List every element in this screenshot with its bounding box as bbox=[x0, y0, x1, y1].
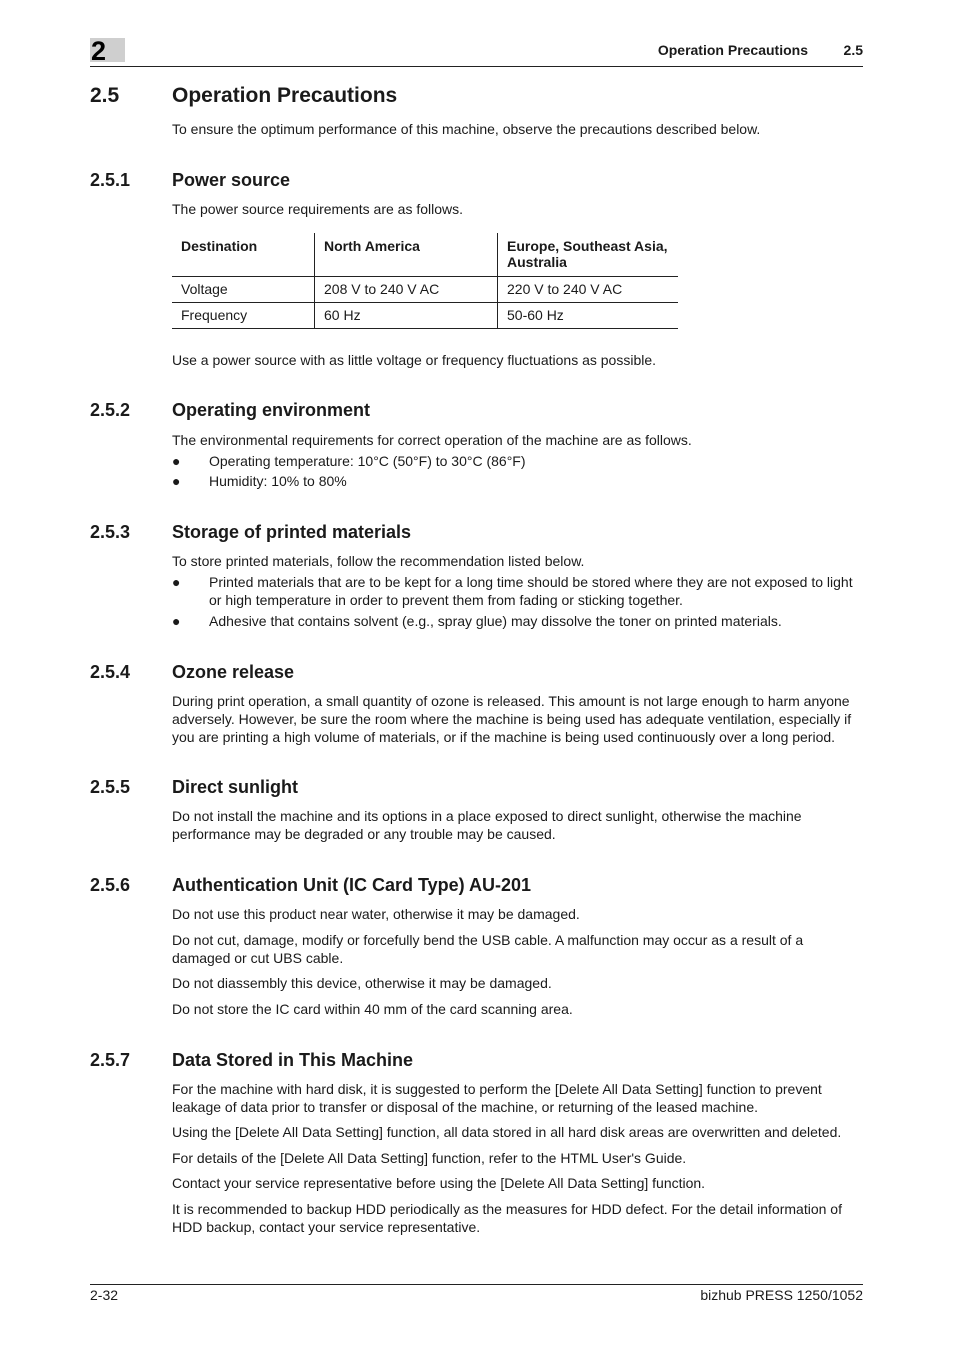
section-title: Operation Precautions bbox=[172, 84, 398, 107]
chapter-number: 2 bbox=[91, 36, 107, 66]
subsection-title: Power source bbox=[172, 170, 291, 190]
data-paragraph: For details of the [Delete All Data Setting] function, refer to the HTML User's Guide. bbox=[172, 1150, 687, 1166]
table-cell: Voltage bbox=[172, 277, 315, 303]
bullet-icon: ● bbox=[172, 613, 181, 629]
power-intro: The power source requirements are as follows. bbox=[172, 201, 464, 217]
section-number: 2.5 bbox=[90, 84, 120, 107]
bullet-icon: ● bbox=[172, 473, 181, 489]
sunlight-paragraph: Do not install the machine and its options in a place exposed to direct sunlight, otherwise the machine performance may be degraded or any trouble may be caused. bbox=[172, 808, 802, 842]
subsection-number: 2.5.6 bbox=[90, 875, 131, 895]
subsection-title: Storage of printed materials bbox=[172, 522, 412, 542]
table-header-cell: Destination bbox=[172, 233, 315, 277]
list-item-text: Printed materials that are to be kept for a long time should be stored where they are not exposed to light or high temperature in order to prevent them from fading or sticking together. bbox=[209, 574, 853, 608]
header-title: Operation Precautions bbox=[657, 42, 808, 58]
subsection-number: 2.5.7 bbox=[90, 1050, 131, 1070]
subsection-number: 2.5.4 bbox=[90, 662, 131, 682]
subsection-title: Ozone release bbox=[172, 662, 295, 682]
data-paragraph: Contact your service representative before using the [Delete All Data Setting] function. bbox=[172, 1175, 706, 1191]
table-header-cell: Europe, Southeast Asia, Australia bbox=[498, 233, 679, 277]
power-note: Use a power source with as little voltage or frequency fluctuations as possible. bbox=[172, 352, 657, 368]
subsection-heading-storage bbox=[90, 522, 411, 543]
power-source-table bbox=[172, 233, 678, 329]
page-number: 2-32 bbox=[90, 1287, 119, 1303]
subsection-heading-ozone bbox=[90, 662, 294, 683]
ozone-paragraph: During print operation, a small quantity of ozone is released. This amount is not large enough to harm anyone adversely. However, be sure the room where the machine is being used has adequate ventilation, especially if you are printing a high volume of materials, or if the machine is being used continuously over a long period. bbox=[172, 693, 852, 745]
subsection-title: Operating environment bbox=[172, 400, 371, 420]
table-cell: Frequency bbox=[172, 303, 315, 329]
subsection-title: Data Stored in This Machine bbox=[172, 1050, 414, 1070]
subsection-heading-data-stored bbox=[90, 1050, 413, 1071]
subsection-number: 2.5.5 bbox=[90, 777, 131, 797]
bullet-icon: ● bbox=[172, 453, 181, 469]
subsection-title: Authentication Unit (IC Card Type) AU-201 bbox=[172, 875, 532, 895]
data-paragraph: For the machine with hard disk, it is suggested to perform the [Delete All Data Setting] function to prevent leakage of data prior to transfer or disposal of the machine, or returning of the leased machine. bbox=[172, 1081, 822, 1115]
list-item-text: Humidity: 10% to 80% bbox=[209, 473, 347, 489]
subsection-heading-operating-environment bbox=[90, 400, 370, 421]
table-row bbox=[172, 277, 678, 303]
table-header-row bbox=[172, 233, 678, 277]
environment-intro: The environmental requirements for correct operation of the machine are as follows. bbox=[172, 432, 692, 448]
table-header-cell: North America bbox=[315, 233, 498, 277]
bullet-icon: ● bbox=[172, 574, 181, 590]
list-item-text: Adhesive that contains solvent (e.g., spray glue) may dissolve the toner on printed materials. bbox=[209, 613, 782, 629]
product-name: bizhub PRESS 1250/1052 bbox=[700, 1287, 863, 1303]
data-paragraph: It is recommended to backup HDD periodically as the measures for HDD defect. For the detail information of HDD backup, contact your service representative. bbox=[172, 1201, 842, 1235]
table-cell: 60 Hz bbox=[315, 303, 498, 329]
auth-paragraph: Do not cut, damage, modify or forcefully bend the USB cable. A malfunction may occur as a result of a damaged or cut UBS cable. bbox=[172, 932, 804, 966]
subsection-number: 2.5.3 bbox=[90, 522, 131, 542]
auth-paragraph: Do not use this product near water, otherwise it may be damaged. bbox=[172, 906, 580, 922]
table-row bbox=[172, 303, 678, 329]
subsection-heading-sunlight bbox=[90, 777, 298, 798]
auth-paragraph: Do not store the IC card within 40 mm of the card scanning area. bbox=[172, 1001, 573, 1017]
table-cell: 220 V to 240 V AC bbox=[498, 277, 679, 303]
subsection-heading-power-source bbox=[90, 170, 290, 191]
header-section: 2.5 bbox=[843, 42, 863, 58]
section-heading bbox=[90, 84, 397, 108]
list-item-text: Operating temperature: 10°C (50°F) to 30°C (86°F) bbox=[209, 453, 526, 469]
auth-paragraph: Do not diassembly this device, otherwise it may be damaged. bbox=[172, 975, 552, 991]
storage-intro: To store printed materials, follow the recommendation listed below. bbox=[172, 553, 585, 569]
page-header bbox=[90, 38, 863, 67]
subsection-title: Direct sunlight bbox=[172, 777, 299, 797]
table-cell: 50-60 Hz bbox=[498, 303, 679, 329]
section-intro: To ensure the optimum performance of this machine, observe the precautions described below. bbox=[172, 121, 761, 137]
page-footer bbox=[90, 1284, 863, 1303]
subsection-number: 2.5.2 bbox=[90, 400, 131, 420]
data-paragraph: Using the [Delete All Data Setting] function, all data stored in all hard disk areas are overwritten and deleted. bbox=[172, 1124, 842, 1140]
subsection-heading-auth-unit bbox=[90, 875, 531, 896]
subsection-number: 2.5.1 bbox=[90, 170, 131, 190]
table-cell: 208 V to 240 V AC bbox=[315, 277, 498, 303]
